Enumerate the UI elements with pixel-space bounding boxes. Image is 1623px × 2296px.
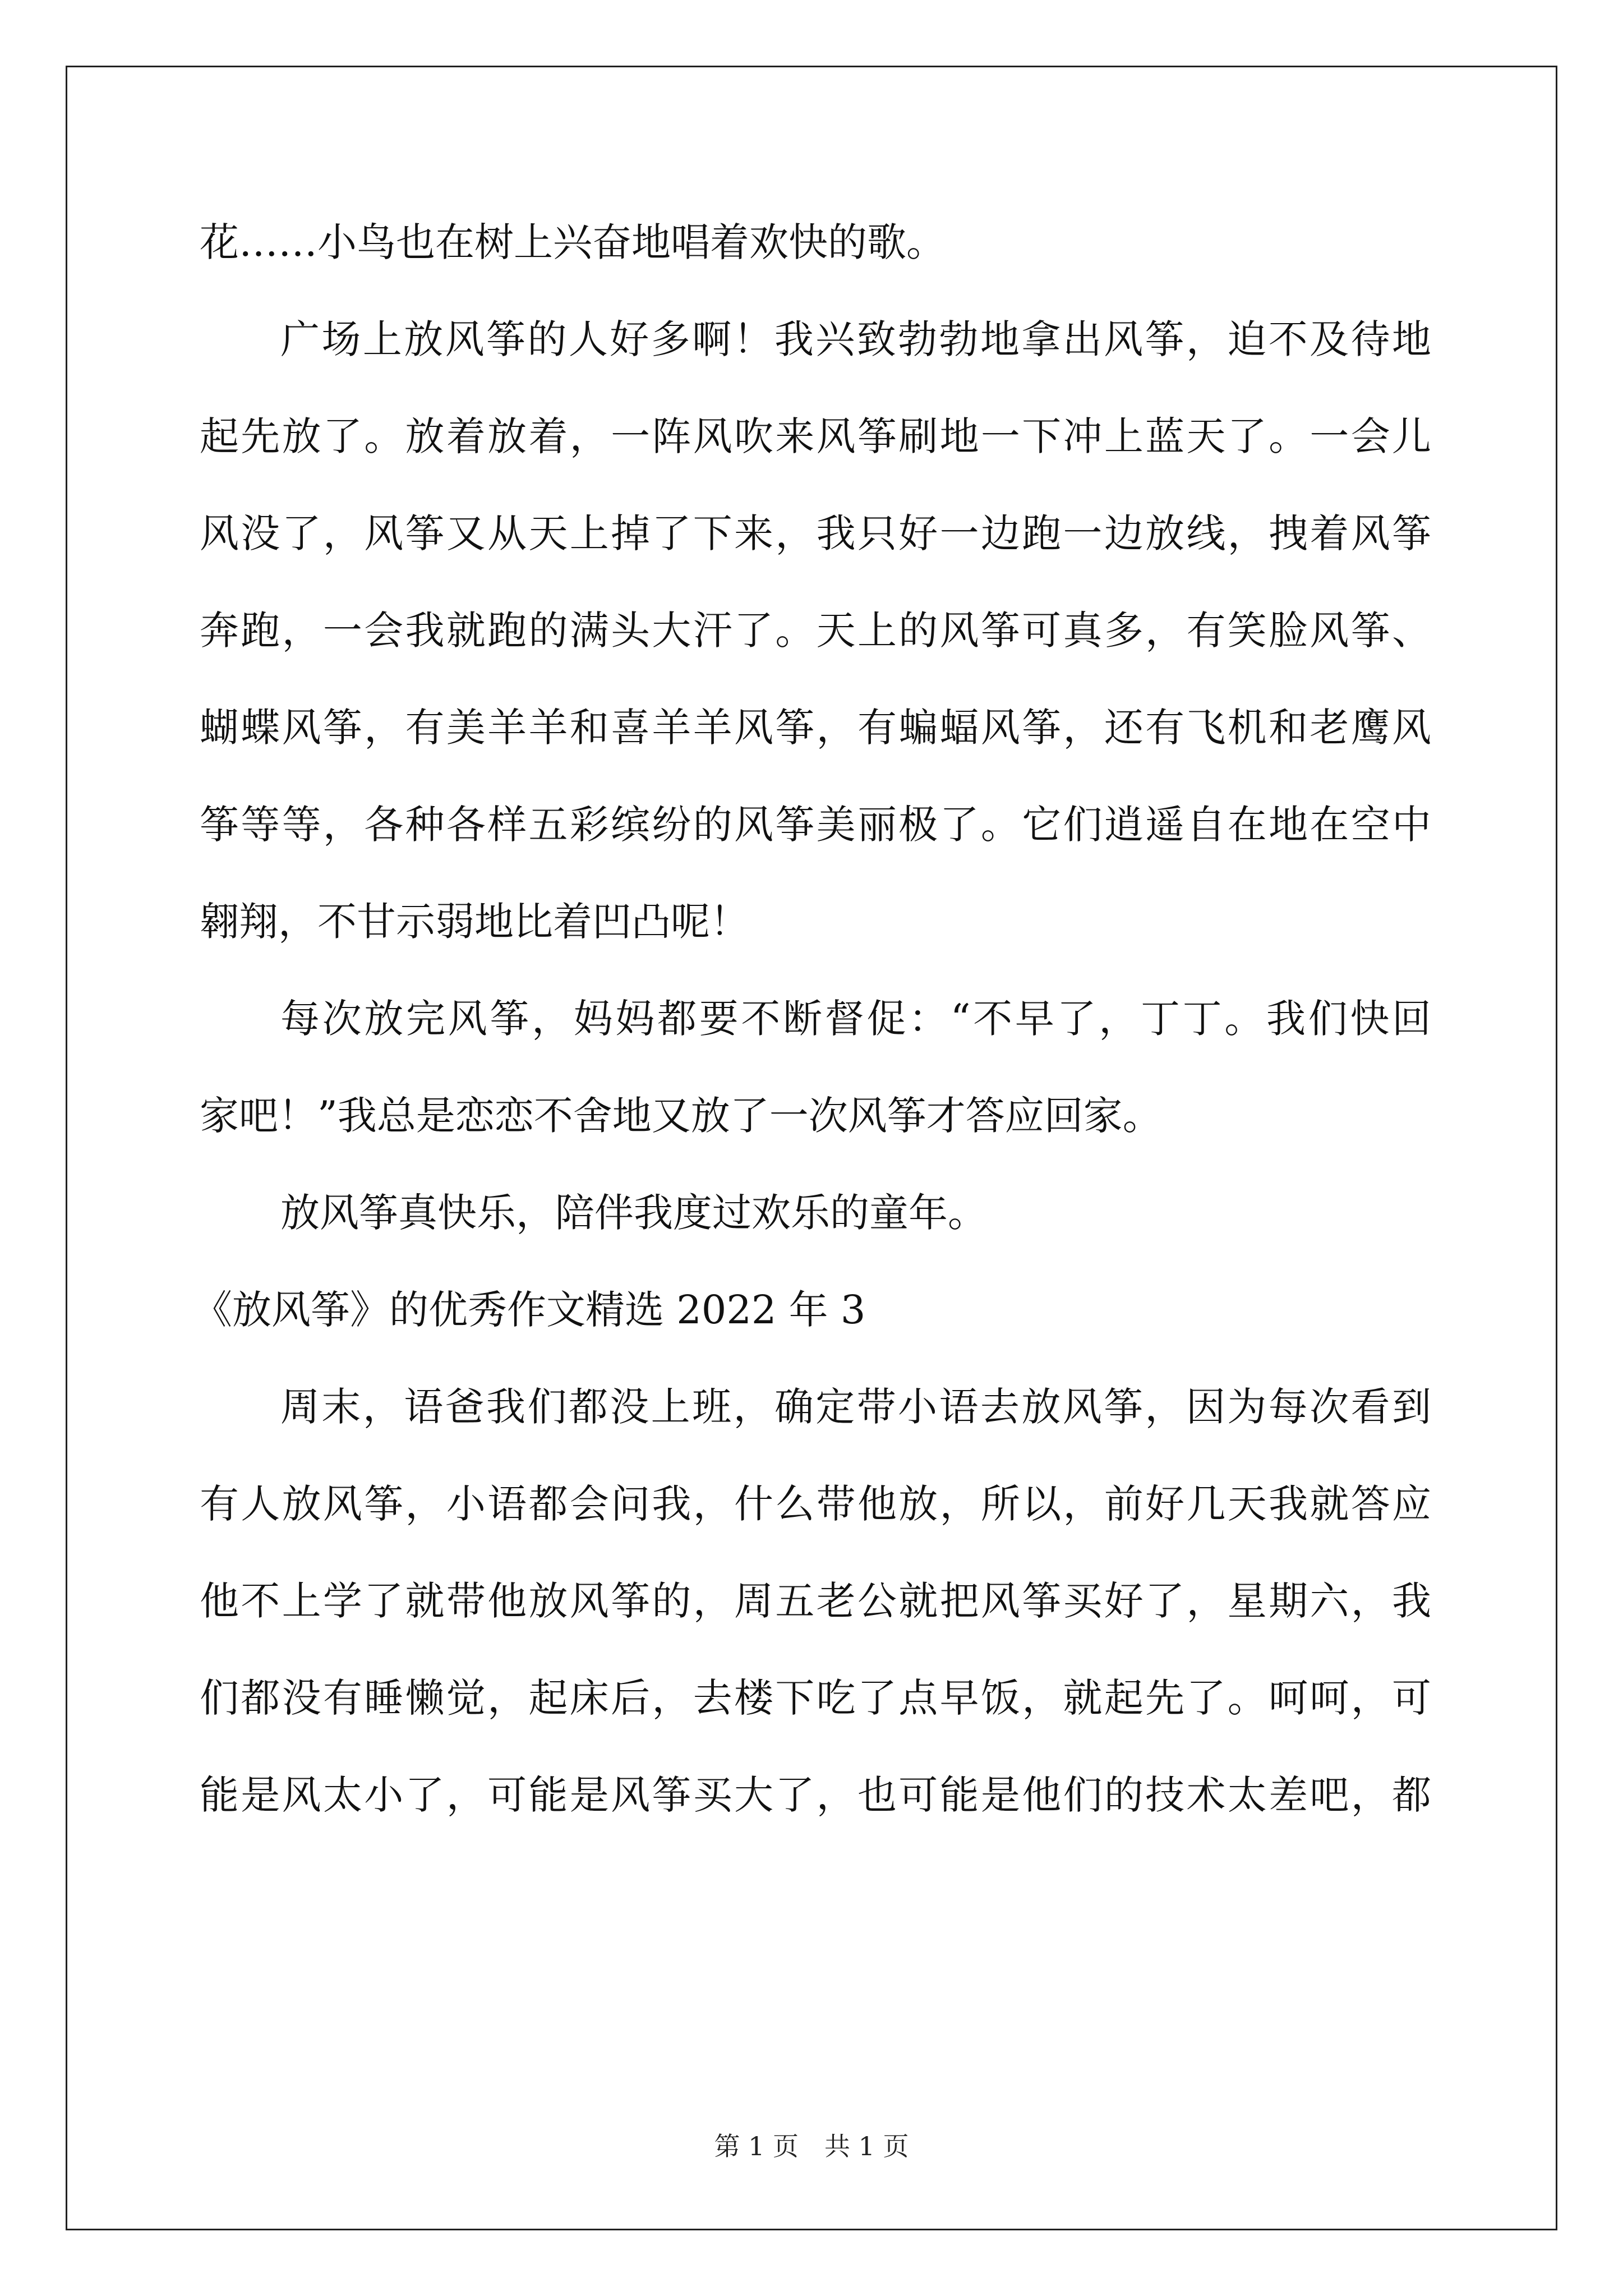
paragraph-start-line: 放风筝真快乐，陪伴我度过欢乐的童年。: [280, 1190, 987, 1236]
text-line: 风没了，风筝又从天上掉了下来，我只好一边跑一边放线，拽着风筝: [200, 510, 1431, 556]
text-line: 家吧！”我总是恋恋不舍地又放了一次风筝才答应回家。: [200, 1093, 1162, 1139]
text-line: 蝴蝶风筝，有美羊羊和喜羊羊风筝，有蝙蝠风筝，还有飞机和老鹰风: [200, 705, 1431, 751]
text-line: 筝等等，各种各样五彩缤纷的风筝美丽极了。它们逍遥自在地在空中: [200, 802, 1431, 848]
section-heading: 《放风筝》的优秀作文精选 2022 年 3: [193, 1287, 866, 1333]
text-line: 有人放风筝，小语都会问我，什么带他放，所以，前好几天我就答应: [200, 1481, 1431, 1527]
paragraph-start-line: 周末，语爸我们都没上班，确定带小语去放风筝，因为每次看到: [280, 1384, 1431, 1430]
document-body: [193, 194, 1431, 1844]
text-line: 花……小鸟也在树上兴奋地唱着欢快的歌。: [200, 219, 946, 265]
paragraph-start-line: 每次放完风筝，妈妈都要不断督促：“不早了，丁丁。我们快回: [280, 996, 1431, 1042]
paragraph-start-line: 广场上放风筝的人好多啊！我兴致勃勃地拿出风筝，迫不及待地: [280, 316, 1431, 362]
page-number: 第 1 页 共 1 页: [714, 2131, 909, 2161]
text-line: 翱翔，不甘示弱地比着凹凸呢！: [200, 899, 749, 945]
text-line: 能是风太小了，可能是风筝买大了，也可能是他们的技术太差吧，都: [200, 1772, 1431, 1818]
text-line: 奔跑，一会我就跑的满头大汗了。天上的风筝可真多，有笑脸风筝、: [200, 608, 1431, 654]
text-line: 起先放了。放着放着，一阵风吹来风筝刷地一下冲上蓝天了。一会儿: [200, 413, 1431, 459]
text-line: 他不上学了就带他放风筝的，周五老公就把风筝买好了，星期六，我: [200, 1578, 1431, 1624]
text-line: 们都没有睡懒觉，起床后，去楼下吃了点早饭，就起先了。呵呵，可: [200, 1675, 1431, 1721]
